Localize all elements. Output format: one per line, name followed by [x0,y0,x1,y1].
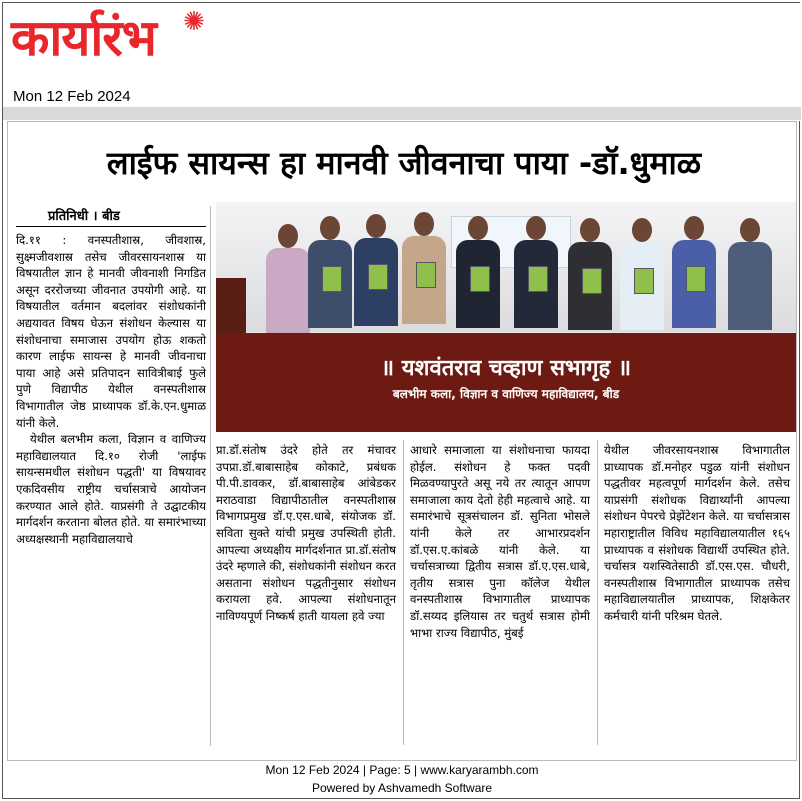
banner-title: ॥ यशवंतराव चव्हाण सभागृह ॥ [380,356,632,381]
column-divider [210,206,211,746]
paragraph: दि.११ : वनस्पतीशास्र, जीवशास्र, सुक्ष्मजीवशास्र तसेच जीवरसायनशास्र या विषयातील ज्ञान हे मानवी जीवनाशी निगडित असून दररोजच्या जीवनात उपयोगी आहे. या विषयातील वर्तमान बदलांवर संशोधकांनी अद्ययावत विषय घेऊन संशोधन केल्यास या संशोधनाचा समाजास उपयोग होऊ शकतो कारण लाईफ सायन्स हे मानवी जीवनाचा पाया आहे असे प्रतिपादन सावित्रीबाई फुले पुणे विद्यापीठ येथील वनस्पतीशास्र विभागातील जेष्ठ प्राध्यापक डॉ.के.एन.धुमाळ यांनी केले. [16,233,206,430]
article-headline: लाईफ सायन्स हा मानवी जीवनाचा पाया -डॉ.धुमाळ [106,144,702,182]
person [308,216,352,334]
paragraph: प्रा.डॉ.संतोष उंदरे होते तर मंचावर उपप्रा.डॉ.बाबासाहेब कोकाटे, प्रबंधक पी.पी.डावकर, डॉ.बाबासाहेब आंबेडकर मराठवाडा विद्यापीठातील वनस्पतीशास्र विभागप्रमुख डॉ.ए.एस.धाबे, संयोजक डॉ. सविता सुक्ते यांची प्रमुख उपस्थिती होती. आपल्या अध्यक्षीय मार्गदर्शनात प्रा.डॉ.संतोष उंदरे म्हणाले की, संशोधकांनी संशोधन करत असताना संशोधन पद्धतीनुसार संशोधन करायला हवे. आपल्या संशोधनातून नाविण्यपूर्ण निष्कर्ष हाती यायला हवे ज्या [216,443,396,623]
masthead-divider [3,107,801,120]
person [568,218,612,334]
person [354,214,398,334]
person [402,212,446,334]
person [728,218,772,334]
newspaper-logo: कार्यारंभ [11,9,156,67]
person [672,216,716,334]
page-frame [2,2,800,799]
sun-icon: ✺ [183,7,205,37]
article-column-3 [410,442,590,641]
news-clipping [7,121,797,761]
article-column-1 [16,232,206,547]
page-footer [3,761,801,800]
podium [216,278,246,334]
banner-subtitle: बलभीम कला, विज्ञान व वाणिज्य महाविद्यालय, बीड [392,387,620,401]
paragraph: आधारे समाजाला या संशोधनाचा फायदा होईल. संशोधन हे फक्त पदवी मिळवण्यापुरते असू नये तर त्यातून आपण समाजाला काय देतो हेही महत्वाचे आहे. या समारंभाचे सूत्रसंचालन डॉ. सुनिता भोसले यांनी केले तर आभारप्रदर्शन डॉ.एस.ए.कांबळे यांनी केले. या चर्चासत्राच्या द्वितीय सत्रास डॉ.ए.एस.धाबे, तृतीय सत्रास पुना कॉलेज येथील वनस्पतीशास्र विभागातील प्राध्यापक डॉ.सय्यद इलियास तर चतुर्थ सत्रास होमी भाभा राज्य विद्यापीठ, मुंबई [410,443,590,640]
event-photo [216,202,796,432]
person [514,216,558,334]
column-divider [597,440,598,745]
byline-divider [16,226,206,227]
person [456,216,500,334]
article-column-2 [216,442,396,625]
footer-credit: Powered by Ashvamedh Software [311,781,493,795]
person [620,218,664,334]
person [266,224,310,334]
edition-date: Mon 12 Feb 2024 [13,88,131,105]
article-column-4 [604,442,790,625]
column-divider [403,440,404,745]
stage-banner [216,333,796,432]
paragraph: येथील जीवरसायनशास्र विभागातील प्राध्यापक डॉ.मनोहर पडुळ यांनी संशोधन पद्धतीवर महत्वपूर्ण मार्गदर्शन केले. तसेच याप्रसंगी संशोधक विद्यार्थ्यांनी आपल्या संशोधन पेपरचे प्रेझेंटेशन केले. या चर्चासत्रास महाराष्ट्रातील विविध महाविद्यालयातील १६५ प्राध्यापक व संशोधक विद्यार्थी उपस्थित होते. चर्चासत्र यशस्वितेसाठी डॉ.एस.एस. चौधरी, वनस्पतीशास्र विभागातील प्राध्यापक तसेच महाविद्यालयातील प्राध्यापक, शिक्षकेतर कर्मचारी यांनी परिश्रम घेतले. [604,443,790,623]
article-byline: प्रतिनिधी । बीड [48,209,120,224]
masthead [3,3,801,121]
footer-page-info: Mon 12 Feb 2024 | Page: 5 | www.karyarambh.com [265,763,539,777]
paragraph: येथील बलभीम कला, विज्ञान व वाणिज्य महाविद्यालयात दि.१० रोजी 'लाईफ सायन्समधील संशोधन पद्धती' या विषयावर एकदिवसीय राष्ट्रीय चर्चासत्राचे आयोजन करण्यात आले होते. याप्रसंगी ते उद्घाटकीय मार्गदर्शन करताना बोलत होते. या समारंभाच्या अध्यक्षस्थानी महाविद्यालयाचे [16,432,206,546]
